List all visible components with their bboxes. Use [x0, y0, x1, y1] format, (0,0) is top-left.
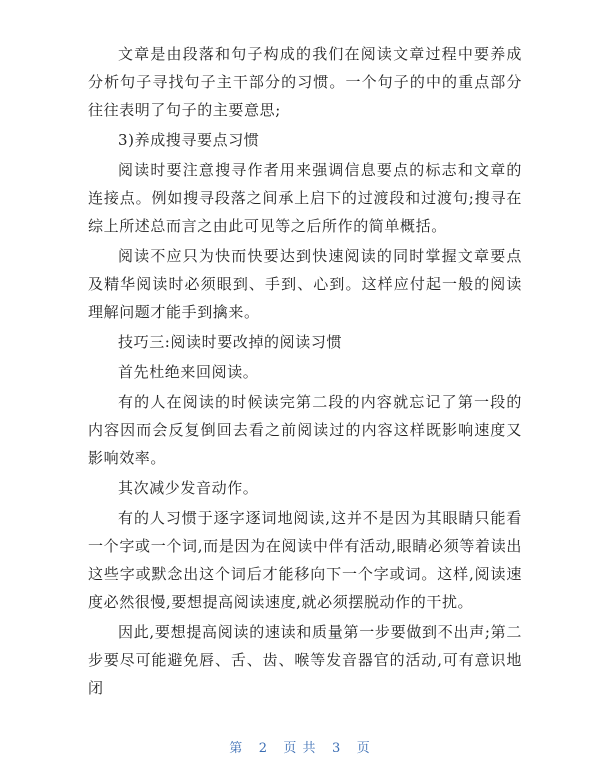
paragraph-3: 阅读不应只为快而快要达到快速阅读的同时掌握文章要点及精华阅读时必须眼到、手到、心到。这样应付起一般的阅读理解问题才能手到擒来。 [88, 247, 522, 321]
paragraph-1: 文章是由段落和句子构成的我们在阅读文章过程中要养成分析句子寻找句子主干部分的习惯。一个句子的中的重点部分往往表明了句子的主要意思; [88, 45, 522, 119]
paragraph-6: 因此,要想提高阅读的速读和质量第一步要做到不出声;第二步要尽可能避免唇、舌、齿、喉等发音器官的活动,可有意识地闭 [88, 623, 522, 697]
paragraph-heading-3: 3)养成搜寻要点习惯 [118, 131, 260, 149]
paragraph-second-point: 其次减少发音动作。 [118, 479, 259, 497]
paragraph-4: 有的人在阅读的时候读完第二段的内容就忘记了第一段的内容因而会反复倒回去看之前阅读过的内容这样既影响速度又影响效率。 [88, 393, 522, 467]
footer-prefix: 第 [229, 741, 244, 756]
paragraph-heading-tip-3: 技巧三:阅读时要改掉的阅读习惯 [118, 333, 343, 351]
footer-current-page: 2 [258, 741, 268, 756]
footer-suffix: 页 [356, 741, 371, 756]
paragraph-first-point: 首先杜绝来回阅读。 [118, 363, 259, 381]
paragraph-2: 阅读时要注意搜寻作者用来强调信息要点的标志和文章的连接点。例如搜寻段落之间承上启下的过渡段和过渡句;搜寻在综上所述总而言之由此可见等之后所作的简单概括。 [88, 161, 522, 235]
footer-total-pages: 3 [331, 741, 342, 756]
page-footer [0, 737, 600, 756]
footer-middle: 页 共 [283, 741, 317, 756]
document-body [88, 40, 522, 702]
paragraph-5: 有的人习惯于逐字逐词地阅读,这并不是因为其眼睛只能看一个字或一个词,而是因为在阅读中伴有活动,眼睛必须等着读出这些字或默念出这个词后才能移向下一个字或词。这样,阅读速度必然很慢,要想提高阅读速度,就必须摆脱动作的干扰。 [88, 509, 522, 611]
